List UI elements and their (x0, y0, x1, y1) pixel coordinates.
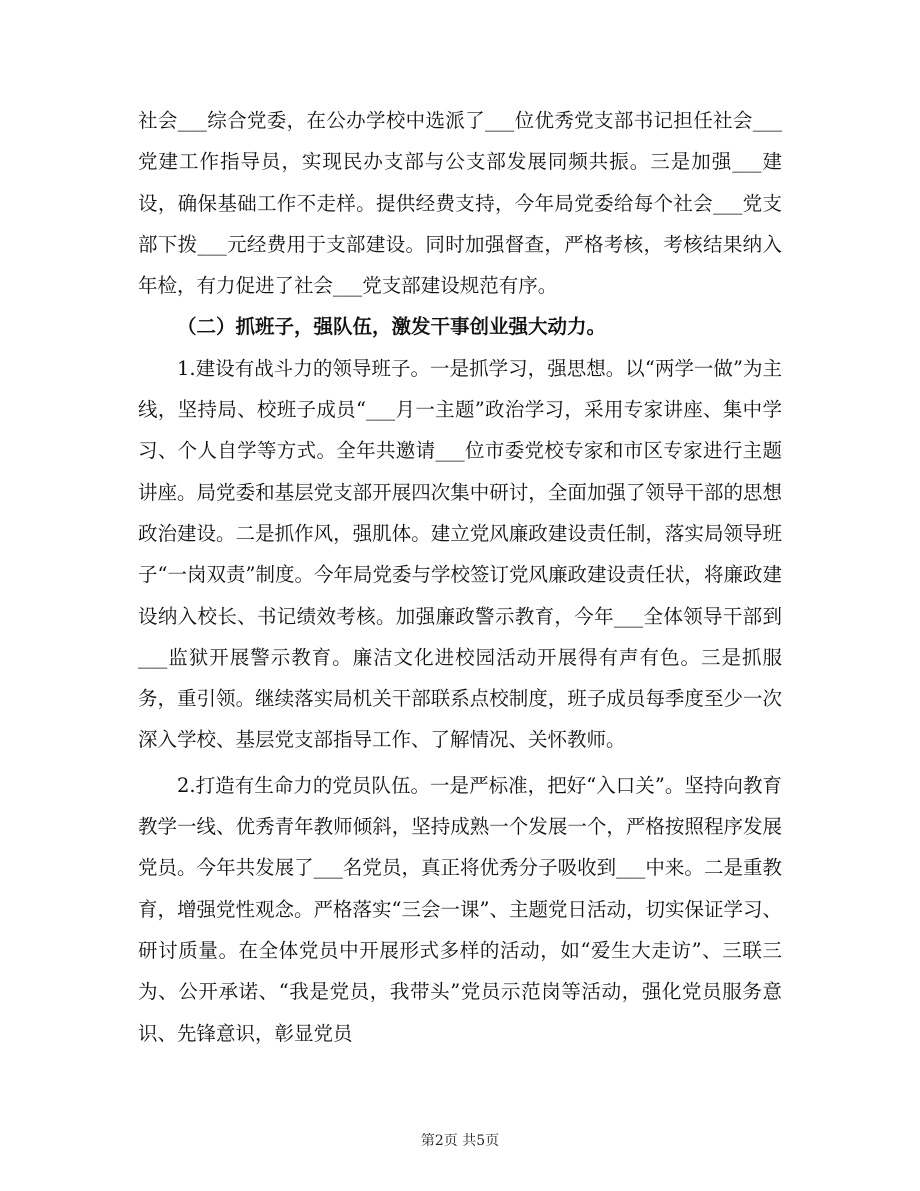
paragraph-party-members: 2.打造有生命力的党员队伍。一是严标准，把好“入口关”。坚持向教育教学一线、优秀青年教师倾斜，坚持成熟一个发展一个，严格按照程序发展党员。今年共发展了___名党员，真正将优秀分子吸收到___中来。二是重教育，增强党性观念。严格落实“三会一课”、主题党日活动，切实保证学习、研讨质量。在全体党员中开展形式多样的活动，如“爱生大走访”、三联三为、公开承诺、“我是党员，我带头”党员示范岗等活动，强化党员服务意识、先锋意识，彰显党员 (138, 773, 782, 1045)
document-body (138, 100, 782, 1054)
paragraph-continuation: 社会___综合党委，在公办学校中选派了___位优秀党支部书记担任社会___党建工作指导员，实现民办支部与公支部发展同频共振。三是加强___建设，确保基础工作不走样。提供经费支持，今年局党委给每个社会___党支部下拨___元经费用于支部建设。同时加强督查，严格考核，考核结果纳入年检，有力促进了社会___党支部建设规范有序。 (138, 109, 782, 298)
section-heading: （二）抓班子，强队伍，激发干事创业强大动力。 (177, 315, 607, 339)
page-number-footer: 第2页 共5页 (420, 1133, 500, 1149)
paragraph-leadership-team: 1.建设有战斗力的领导班子。一是抓学习，强思想。以“两学一做”为主线，坚持局、校班子成员“___月一主题”政治学习，采用专家讲座、集中学习、个人自学等方式。全年共邀请___位市委党校专家和市区专家进行主题讲座。局党委和基层党支部开展四次集中研讨，全面加强了领导干部的思想政治建设。二是抓作风，强肌体。建立党风廉政建设责任制，落实局领导班子“一岗双责”制度。今年局党委与学校签订党风廉政建设责任状，将廉政建设纳入校长、书记绩效考核。加强廉政警示教育，今年___全体领导干部到___监狱开展警示教育。廉洁文化进校园活动开展得有声有色。三是抓服务，重引领。继续落实局机关干部联系点校制度，班子成员每季度至少一次深入学校、基层党支部指导工作、了解情况、关怀教师。 (138, 356, 782, 752)
